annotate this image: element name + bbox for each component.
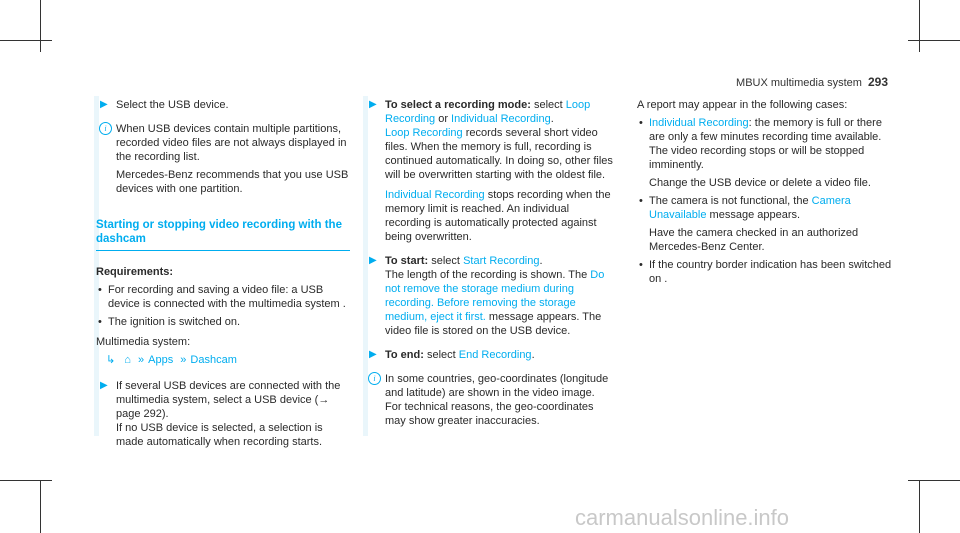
watermark: carmanualsonline.info <box>575 505 790 530</box>
crop-mark <box>0 480 52 481</box>
crop-mark <box>40 0 41 52</box>
chevron-icon: » <box>180 354 187 366</box>
requirement-item: • The ignition is switched on. <box>96 315 350 329</box>
step-arrow-icon: ▶ <box>369 99 377 110</box>
column-left <box>96 98 350 459</box>
step-arrow-icon: ▶ <box>100 99 108 110</box>
crop-mark <box>40 481 41 533</box>
crop-mark <box>919 0 920 52</box>
page-header <box>736 75 888 89</box>
page-number: 293 <box>867 75 888 89</box>
chevron-icon: » <box>138 354 145 366</box>
step-arrow-icon: ▶ <box>100 380 108 391</box>
menu-arrow-icon: ↳ <box>106 354 116 366</box>
header-title: MBUX multimedia system <box>736 77 862 89</box>
column-right <box>637 98 897 290</box>
home-icon: ⌂ <box>124 354 131 366</box>
step-arrow-icon: ▶ <box>369 349 377 360</box>
multimedia-label: Multimedia system: <box>96 336 191 348</box>
info-note: i In some countries, geo-coordinates (longitude and latitude) are shown in the video image. For technical reasons, the geo-coordinates may show greater inaccuracies. <box>365 372 615 428</box>
menu-dashcam: Dashcam <box>190 354 237 366</box>
info-note: i When USB devices contain multiple partitions, recorded video files are not always displayed in the recording list. Mercedes-Benz recommends that you use USB devices with one partition. <box>96 122 350 196</box>
menu-path <box>96 353 350 367</box>
requirement-item: • For recording and saving a video file: a USB device is connected with the multimedia system . <box>96 283 350 311</box>
step-end: ▶ To end: select End Recording. <box>369 349 535 361</box>
report-intro: A report may appear in the following cases: <box>637 99 848 111</box>
step-select-usb: ▶ Select the USB device. <box>100 99 229 111</box>
report-case: • If the country border indication has been switched on . <box>637 258 897 286</box>
crop-mark <box>919 481 920 533</box>
step-select-device: ▶ If several USB devices are connected with the multimedia system, select a USB device (→ page 292). If no USB device is selected, a selection is made automatically when recording starts. <box>100 380 341 448</box>
step-recording-mode: ▶ To select a recording mode: select Loop Recording or Individual Recording. Loop Recording records several short video files. When the memory is full, recording is continued automatically. In doing so, other files will be overwritten starting with the oldest file. Individual Recording stops recording when the memory limit is reached. An individual recording is automatically protected against being overwritten. <box>369 99 613 243</box>
report-case: • The camera is not functional, the Camera Unavailable message appears. Have the camera checked in an authorized Mercedes-Benz Center. <box>637 194 897 254</box>
crop-mark <box>0 40 52 41</box>
info-icon: i <box>99 122 112 135</box>
step-start: ▶ To start: select Start Recording. The length of the recording is shown. The Do not remove the storage medium during recording. Before removing the storage medium, eject it first. message appears. The video file is stored on the USB device. <box>369 255 605 337</box>
requirements-label: Requirements: <box>96 266 174 278</box>
info-icon: i <box>368 372 381 385</box>
crop-mark <box>908 480 960 481</box>
column-middle <box>365 98 615 438</box>
crop-mark <box>908 40 960 41</box>
menu-apps: Apps <box>148 354 174 366</box>
report-case: • Individual Recording: the memory is full or there are only a few minutes recording time available. The video recording stops or will be stopped imminently. Change the USB device or delete a video file. <box>637 116 897 190</box>
step-arrow-icon: ▶ <box>369 255 377 266</box>
section-title: Starting or stopping video recording with the dashcam <box>96 218 350 251</box>
